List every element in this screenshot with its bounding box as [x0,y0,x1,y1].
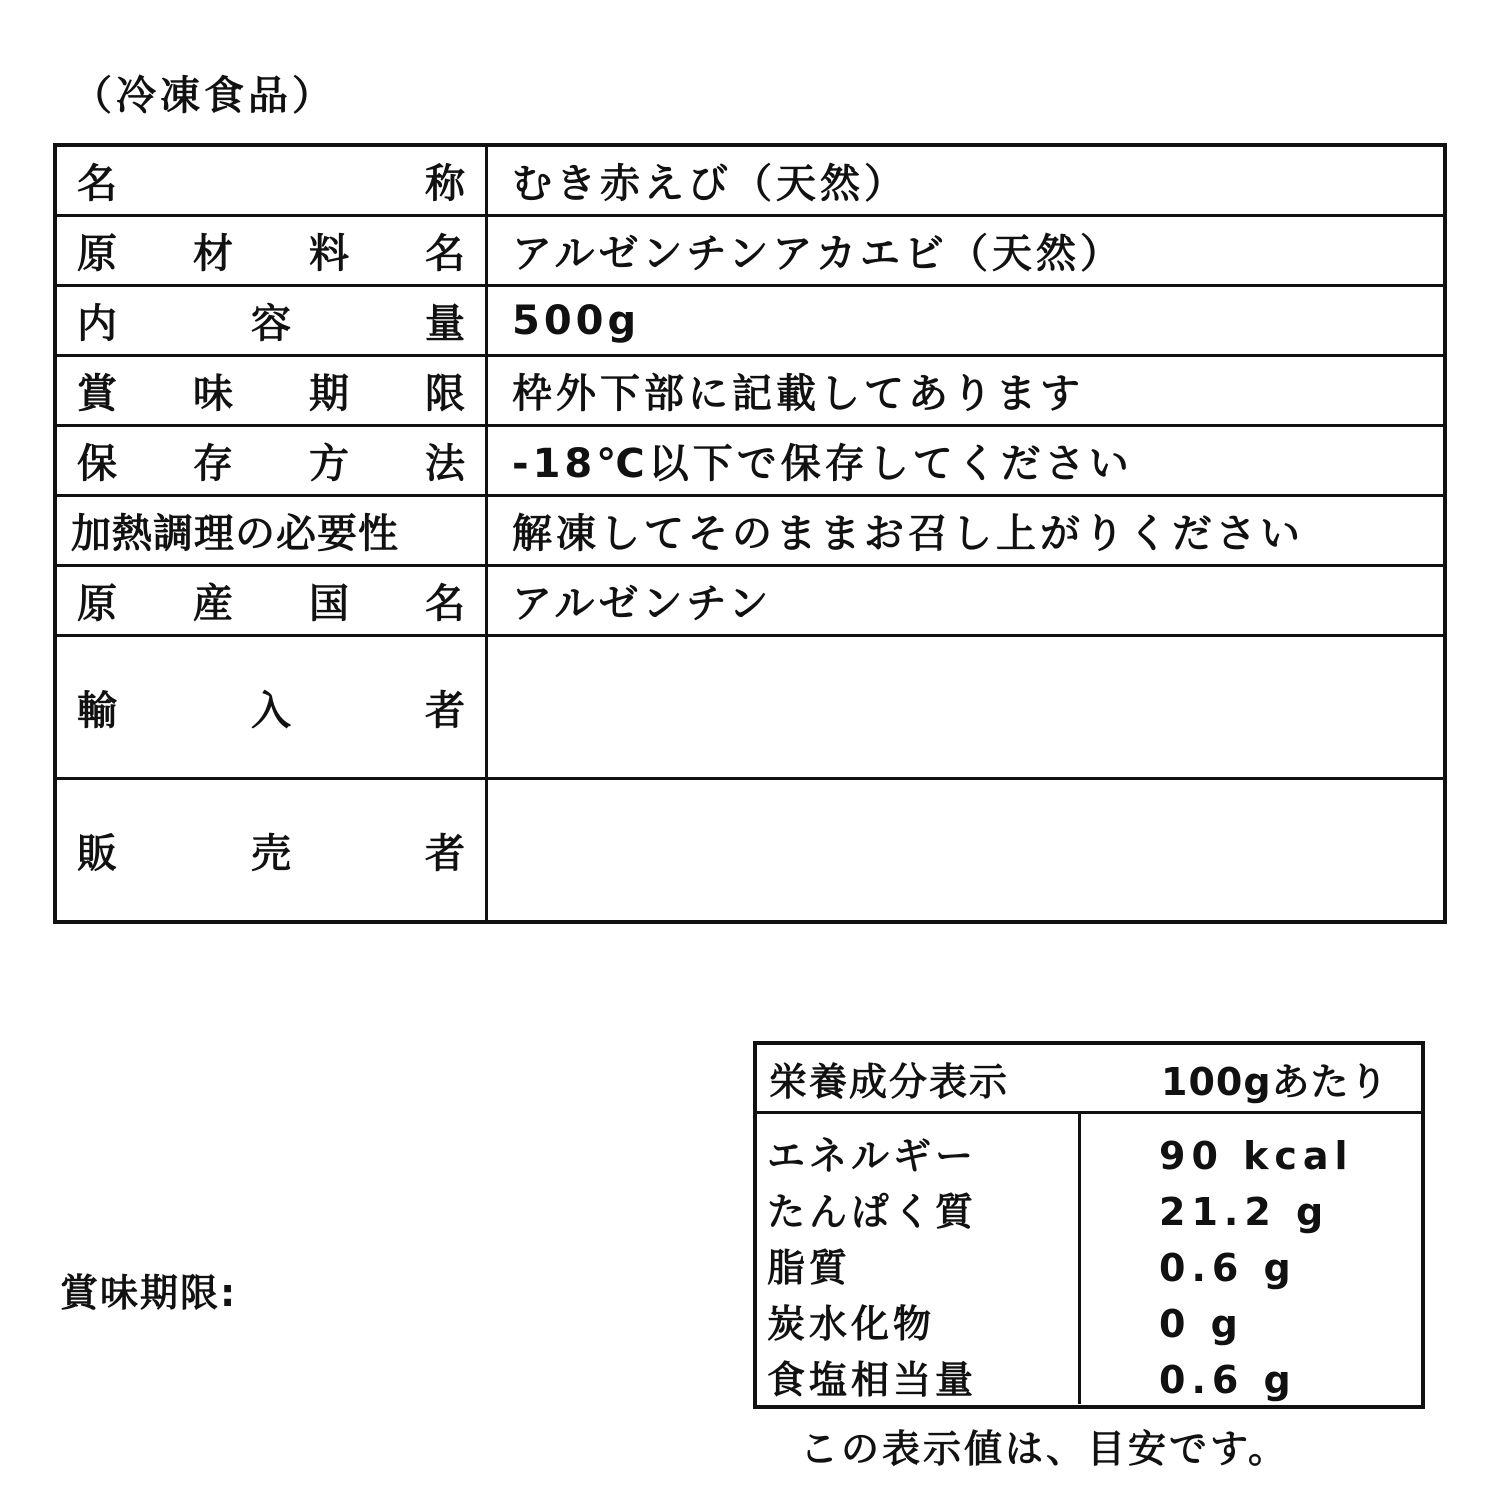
row-value [487,779,1446,923]
row-label [57,222,485,279]
label-char: 称 [425,161,465,207]
label-char: 輸 [77,687,117,734]
nutrient-name: 食塩相当量 [767,1358,978,1402]
label-char: 味 [193,371,233,417]
category-label: （冷凍食品） [72,73,336,119]
row-label-cell [55,145,487,216]
label-char: 国 [309,581,349,627]
label-char: 賞 [77,371,117,417]
label-char: 名 [425,231,465,277]
nutrient-name: エネルギー [767,1134,978,1178]
nutrient-value: 90 kcal [1159,1134,1354,1178]
nutrition-names-column [757,1114,1081,1404]
label-char: 量 [425,301,465,347]
nutrition-body [757,1114,1421,1404]
label-char: 産 [193,581,233,627]
label-char: 内 [77,301,117,347]
row-label-cell [55,286,487,356]
label-char: 方 [309,441,349,487]
label-char: 原 [77,231,117,277]
row-label-cell [55,496,487,566]
table-row [55,636,1445,779]
row-label-cell [55,356,487,426]
row-label [57,572,485,629]
table-row [55,426,1445,496]
nutrient-value: 21.2 g [1159,1190,1330,1234]
label-char: 存 [193,441,233,487]
row-label [57,822,485,879]
nutrient-value: 0.6 g [1159,1358,1297,1402]
row-value: アルゼンチン [487,566,1446,636]
nutrient-name: たんぱく質 [767,1190,978,1234]
label-char: 限 [425,371,465,417]
row-value: 500g [487,286,1446,356]
label-char: 入 [251,687,291,734]
row-label-cell [55,426,487,496]
label-char: 販 [77,830,117,877]
label-char: 名 [425,581,465,627]
row-label [57,679,485,736]
row-label [57,362,485,419]
nutrition-header [757,1045,1421,1114]
row-value [487,636,1446,779]
row-label-cell [55,566,487,636]
nutrient-value: 0 g [1159,1302,1244,1346]
label-char: 名 [77,161,117,207]
label-char: 者 [425,687,465,734]
label-char: 原 [77,581,117,627]
row-label [57,432,485,489]
nutrition-title: 栄養成分表示 [769,1059,1010,1104]
nutrient-name: 炭水化物 [767,1302,936,1346]
table-row [55,356,1445,426]
label-char: 材 [193,231,233,277]
row-value: 枠外下部に記載してあります [487,356,1446,426]
nutrition-note: この表示値は、目安です。 [800,1427,1289,1471]
row-label [57,292,485,349]
table-row [55,496,1445,566]
row-value: -18℃以下で保存してください [487,426,1446,496]
nutrition-basis: 100gあたり [1161,1059,1389,1104]
row-value: むき赤えび（天然） [487,145,1446,216]
row-value: アルゼンチンアカエビ（天然） [487,216,1446,286]
label-char: 料 [309,231,349,277]
table-row [55,145,1445,216]
table-row [55,779,1445,923]
label-char: 売 [251,830,291,877]
row-label-cell [55,636,487,779]
row-label [57,152,485,209]
table-row [55,216,1445,286]
nutrition-values-column [1081,1114,1354,1404]
product-label-table [53,143,1447,924]
nutrient-name: 脂質 [767,1246,852,1290]
label-char: 容 [251,301,291,347]
label-char: 期 [309,371,349,417]
label-char: 保 [77,441,117,487]
expiry-label: 賞味期限: [60,1271,238,1315]
table-row [55,566,1445,636]
table-row [55,286,1445,356]
label-char: 法 [425,441,465,487]
nutrition-table [753,1041,1425,1409]
nutrient-value: 0.6 g [1159,1246,1297,1290]
label-char: 者 [425,830,465,877]
row-label-cell [55,216,487,286]
row-label-cell [55,779,487,923]
row-label: 加熱調理の必要性 [71,511,399,557]
row-value: 解凍してそのままお召し上がりください [487,496,1446,566]
